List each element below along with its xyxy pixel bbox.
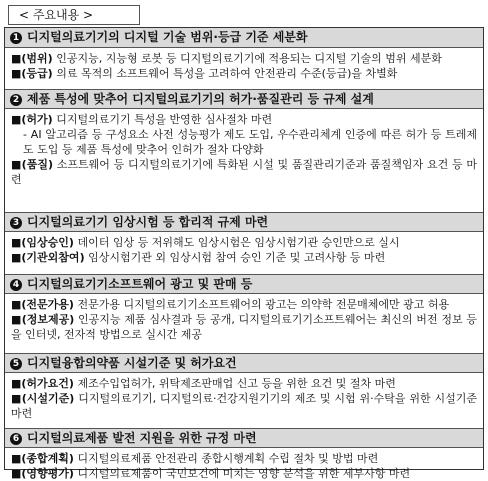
section-number-badge: 6 [10, 433, 22, 445]
section-1-heading [5, 28, 483, 48]
item-text: 디지털의료제품 안전관리 종합시행계획 수립 절차 및 방법 마련 [73, 452, 379, 465]
bullet-square: ■ [11, 377, 22, 390]
section-number-badge: 2 [10, 94, 22, 106]
bullet-square: ■ [11, 313, 22, 326]
item-text: 인공지능, 지능형 로봇 등 디지털의료기기에 적용되는 디지털 기술의 범위 세분화 [52, 52, 442, 65]
list-item [11, 235, 477, 250]
section-6-body [5, 449, 483, 480]
section-title: 디지털의료기기소프트웨어 광고 및 판매 등 [27, 277, 253, 291]
bullet-dash: - [23, 128, 27, 141]
bullet-square: ■ [11, 52, 22, 65]
item-text: 디지털의료기기 특성을 반영한 심사절차 마련 [52, 113, 273, 126]
section-number-badge: 3 [10, 217, 22, 229]
item-key: (기관외참여) [21, 251, 85, 264]
list-item [11, 312, 477, 342]
summary-tag: < 주요내용 > [8, 5, 140, 25]
item-text: 인공지능 제품 심사결과 등 공개, 디지털의료기기소프트웨어는 최신의 버전 정보 등을 인터넷, 전자적 방법으로 실시간 제공 [11, 313, 477, 341]
section-1-body [5, 49, 483, 89]
section-2-body [5, 110, 483, 212]
bullet-square: ■ [11, 113, 22, 126]
bullet-square: ■ [11, 158, 22, 171]
item-key: (허가) [21, 113, 53, 126]
section-number-badge: 5 [10, 358, 22, 370]
bullet-square: ■ [11, 251, 22, 264]
section-5-heading [5, 353, 483, 373]
item-key: (영향평가) [21, 467, 74, 480]
section-6-heading [5, 428, 483, 448]
item-text: 데이터 임상 등 저위해도 임상시험은 임상시험기관 승인만으로 실시 [73, 236, 400, 249]
list-item [11, 376, 477, 391]
list-item [11, 297, 477, 312]
section-5-body [5, 374, 483, 430]
item-key: (품질) [21, 158, 53, 171]
bullet-square: ■ [11, 392, 22, 405]
section-number-badge: 1 [10, 32, 22, 44]
item-key: (시설기준) [21, 392, 75, 405]
item-key: (종합계획) [21, 452, 74, 465]
item-text: 디지털의료기기, 디지털의료·건강지원기기의 제조 및 시험 위·수탁을 위한 시설기준 마련 [11, 392, 477, 420]
section-2-heading [5, 89, 483, 109]
bullet-square: ■ [11, 298, 22, 311]
item-text: 소프트웨어 등 디지털의료기기에 특화된 시설 및 품질관리기준과 품질책임자 요건 등 마련 [11, 158, 477, 186]
list-item [11, 250, 477, 265]
item-text: 제조수입업허가, 위탁제조판매업 신고 등을 위한 요건 및 절차 마련 [73, 377, 396, 390]
section-title: 디지털의료제품 발전 지원을 위한 규정 마련 [27, 431, 257, 445]
item-text: AI 알고리즘 등 구성요소 사전 성능평가 제도 도입, 우수관리체계 인증에 따른 허가 등 트레제도 도입 등 제품 특성에 맞추어 인허가 절차 다양화 [23, 128, 477, 156]
summary-box [4, 27, 484, 480]
list-item [11, 157, 477, 187]
bullet-square: ■ [11, 67, 22, 80]
item-key: (정보제공) [21, 313, 75, 326]
bullet-square: ■ [11, 452, 22, 465]
item-key: (범위) [21, 52, 53, 65]
item-key: (허가요건) [21, 377, 74, 390]
item-text: 임상시험기관 외 임상시험 참여 승인 기준 및 고려사항 등 마련 [84, 251, 386, 264]
list-item [11, 51, 477, 66]
list-item [11, 66, 477, 81]
list-subitem [11, 127, 477, 157]
item-key: (등급) [21, 67, 53, 80]
item-text: 디지털의료제품이 국민보건에 미치는 영향 분석을 위한 세부사항 마련 [73, 467, 411, 480]
bullet-square: ■ [11, 236, 22, 249]
section-title: 디지털융합의약품 시설기준 및 허가요건 [27, 356, 237, 370]
bullet-square: ■ [11, 467, 22, 480]
section-title: 제품 특성에 맞추어 디지털의료기기의 허가·품질관리 등 규제 설계 [27, 92, 374, 106]
list-item [11, 391, 477, 421]
list-item [11, 112, 477, 127]
section-title: 디지털의료기기의 디지털 기술 범위·등급 기준 세분화 [27, 30, 308, 44]
section-title: 디지털의료기기 임상시험 등 합리적 규제 마련 [27, 215, 269, 229]
section-number-badge: 4 [10, 279, 22, 291]
section-4-heading [5, 274, 483, 294]
item-key: (임상승인) [21, 236, 74, 249]
item-text: 전문가용 디지털의료기기소프트웨어의 광고는 의약학 전문매체에만 광고 허용 [73, 298, 450, 311]
item-key: (전문가용) [21, 298, 74, 311]
item-text: 의료 목적의 소프트웨어 특성을 고려하여 안전관리 수준(등급)을 차별화 [52, 67, 398, 80]
section-3-heading [5, 212, 483, 232]
section-3-body [5, 233, 483, 273]
list-item [11, 451, 477, 466]
